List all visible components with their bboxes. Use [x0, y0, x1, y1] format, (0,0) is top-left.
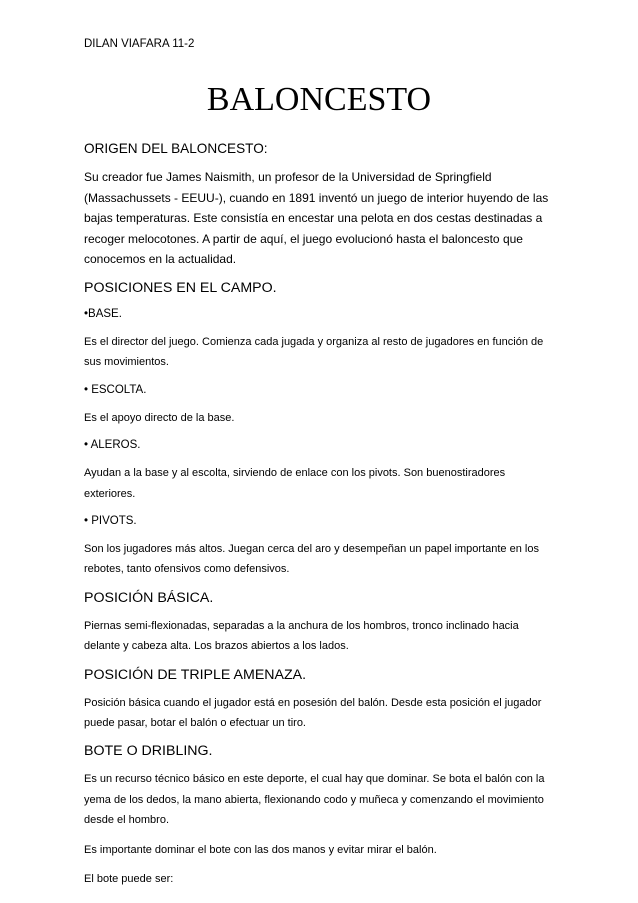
paragraph-triple-amenaza: Posición básica cuando el jugador está en posesión del balón. Desde esta posición el jugador puede pasar, botar el balón o efectuar un tiro. [84, 696, 542, 730]
heading-posiciones: POSICIONES EN EL CAMPO. [84, 279, 277, 296]
bullet-escolta: • ESCOLTA. [84, 383, 147, 396]
bullet-pivots: • PIVOTS. [84, 515, 137, 527]
paragraph-base: Es el director del juego. Comienza cada jugada y organiza al resto de jugadores en función de sus movimientos. [84, 335, 544, 369]
bullet-base: •BASE. [84, 307, 122, 320]
paragraph-aleros: Ayudan a la base y al escolta, sirviendo de enlace con los pivots. Son buenostiradores exteriores. [84, 467, 506, 500]
paragraph-escolta: Es el apoyo directo de la base. [84, 411, 235, 424]
document-title: BALONCESTO [206, 81, 432, 118]
heading-triple-amenaza: POSICIÓN DE TRIPLE AMENAZA. [84, 666, 307, 683]
bullet-aleros: • ALEROS. [84, 439, 141, 452]
document-body [84, 140, 554, 898]
paragraph-pivots: Son los jugadores más altos. Juegan cerca del aro y desempeñan un papel importante en los rebotes, tanto ofensivos como defensivos. [84, 543, 539, 576]
paragraph-origen: Su creador fue James Naismith, un profesor de la Universidad de Springfield (Massachussets - EEUU-), cuando en 1891 inventó un juego de interior huyendo de las bajas temperaturas. Este consistía en encestar una pelota en dos cestas destinadas a recoger melocotones. A partir de aquí, el juego evolucionó hasta el baloncesto que conocemos en la actualidad. [84, 170, 549, 267]
paragraph-posicion-basica: Piernas semi-flexionadas, separadas a la anchura de los hombros, tronco inclinado hacia delante y cabeza alta. Los brazos abiertos a los lados. [84, 619, 519, 653]
heading-bote: BOTE O DRIBLING. [84, 743, 213, 760]
heading-posicion-basica: POSICIÓN BÁSICA. [84, 589, 214, 606]
paragraph-bote-3: El bote puede ser: [84, 873, 174, 886]
author-header: DILAN VIAFARA 11-2 [84, 38, 195, 50]
paragraph-bote-1: Es un recurso técnico básico en este deporte, el cual hay que dominar. Se bota el balón con la yema de los dedos, la mano abierta, flexionando codo y muñeca y comenzando el movimiento desde el hombro. [84, 773, 545, 827]
heading-origen: ORIGEN DEL BALONCESTO: [84, 141, 268, 156]
paragraph-bote-2: Es importante dominar el bote con las dos manos y evitar mirar el balón. [84, 843, 437, 856]
